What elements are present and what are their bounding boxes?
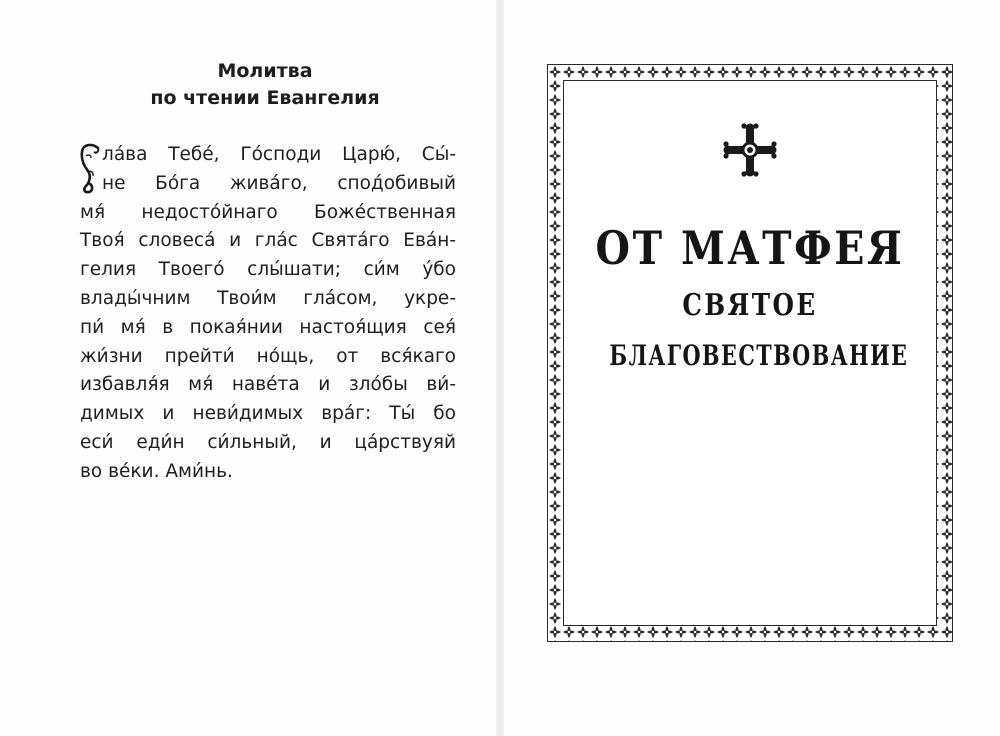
book-gutter [496,0,504,736]
prayer-line: не Бо́га жива́го, спод́обивый [102,172,456,194]
prayer-line: избавля́я мя́ наве́та и зло́бы ви́- [80,374,456,396]
cross-ornament-icon [722,122,778,178]
prayer-line: гелия Твоего́ слы́шати; си́м у́бо [80,259,456,281]
prayer-line: пи́ мя́ в покая́нии настоя́щия сея́ [80,316,456,338]
prayer-line: димых и неви́димых вра́г: Ты́ бо [80,403,456,425]
prayer-line: еси́ еди́н си́льный, и ца́рствуяй [80,431,456,453]
prayer-title [100,58,430,112]
prayer-title-line1: Молитва [217,60,313,82]
gospel-subtitle-line2: БЛАГОВЕСТВОВАНИЕ [609,339,909,372]
prayer-title-line2: по чтении Евангелия [150,87,380,109]
gospel-subtitle-line1: СВЯТОЕ [682,288,818,323]
prayer-line: ла́ва Тебе́, Го́споди Царю́, Сы́- [102,144,456,165]
prayer-body [80,141,456,487]
prayer-line: во ве́ки. Ами́нь. [80,460,233,482]
gospel-title: ОТ МАТФЕЯ [595,221,905,275]
prayer-line: Твоя́ словеса́ и гла́с Свята́го Ева́н- [80,230,456,252]
drop-cap-initial-icon [78,142,102,194]
prayer-line: влады́чним Твои́м гла́сом, укре- [80,287,456,309]
prayer-line: мя́ недосто́йнаго Боже́ственная [80,201,456,223]
prayer-line: жи́зни прейти́ но́щь, от вся́каго [80,345,456,367]
